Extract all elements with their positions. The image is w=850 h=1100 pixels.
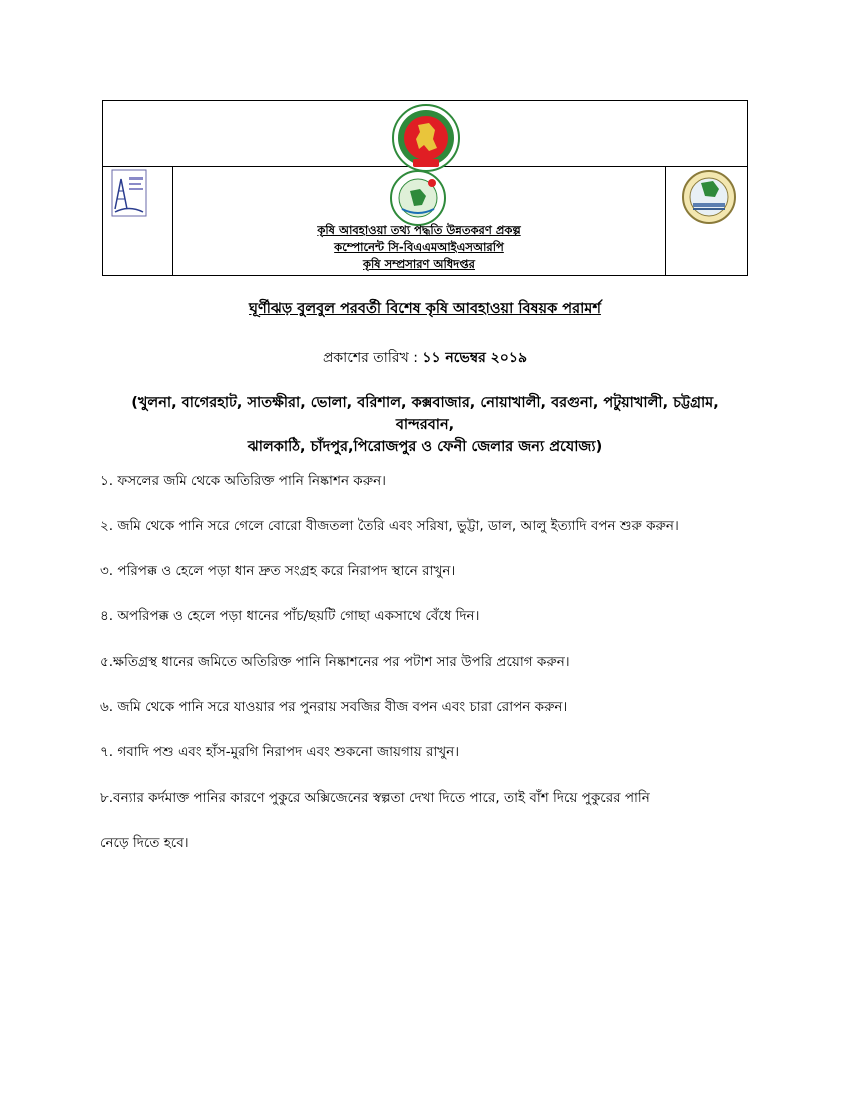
advice-item: ৩. পরিপক্ক ও হেলে পড়া ধান দ্রুত সংগ্রহ করে নিরাপদ স্থানে রাখুন। [100,563,456,579]
advice-item: ১. ফসলের জমি থেকে অতিরিক্ত পানি নিষ্কাশন করুন। [100,473,386,489]
bmd-logo-icon [111,169,147,217]
publication-date-label: প্রকাশের তারিখ : [322,350,418,366]
districts-line-2: ঝালকাঠি, চাঁদপুর,পিরোজপুর ও ফেনী জেলার জন্য প্রযোজ্য) [247,439,603,455]
header-box [102,100,748,276]
advice-item: ৬. জমি থেকে পানি সরে যাওয়ার পর পুনরায় সবজির বীজ বপন এবং চারা রোপন করুন। [100,699,568,715]
org-component-name: কম্পোনেন্ট সি-বিএএমআইএসআরপি [334,240,504,254]
publication-date-value: ১১ নভেম্বর ২০১৯ [422,350,528,366]
header-right-divider [665,166,666,275]
districts-line-1: (খুলনা, বাগেরহাট, সাতক্ষীরা, ভোলা, বরিশাল, কক্সবাজার, নোয়াখালী, বরগুনা, পটুয়াখালী, চট্টগ্রাম, বান্দরবান, [131,395,719,433]
districts-note [100,392,750,458]
dae-logo-icon [388,169,448,227]
government-seal-icon [391,103,461,173]
org-project-name: কৃষি আবহাওয়া তথ্য পদ্ধতি উন্নতকরণ প্রকল্প [317,223,521,237]
advice-item: ৭. গবাদি পশু এবং হাঁস-মুরগি নিরাপদ এবং শুকনো জায়গায় রাখুন। [100,744,460,760]
document-title: ঘূর্ণীঝড় বুলবুল পরবর্তী বিশেষ কৃষি আবহাওয়া বিষয়ক পরামর্শ [249,301,601,317]
advice-item: ২. জমি থেকে পানি সরে গেলে বোরো বীজতলা তৈরি এবং সরিষা, ভুট্টা, ডাল, আলু ইত্যাদি বপন শুরু করুন। [100,518,679,534]
bwdb-logo-icon [681,169,737,225]
org-lines [173,222,665,273]
advice-item: ৪. অপরিপক্ক ও হেলে পড়া ধানের পাঁচ/ছয়টি গোছা একসাথে বেঁধে দিন। [100,608,480,624]
advice-item: ৮.বন্যার কর্দমাক্ত পানির কারণে পুকুরে অক্সিজেনের স্বল্পতা দেখা দিতে পারে, তাই বাঁশ দিয়ে পুকুরের পানি [100,790,650,806]
publication-date-line [0,346,850,370]
org-department-name: কৃষি সম্প্রসারণ অধিদপ্তর [362,257,476,271]
advice-item-continuation: নেড়ে দিতে হবে। [100,835,189,851]
advice-item: ৫.ক্ষতিগ্রস্থ ধানের জমিতে অতিরিক্ত পানি নিষ্কাশনের পর পটাশ সার উপরি প্রয়োগ করুন। [100,654,570,670]
